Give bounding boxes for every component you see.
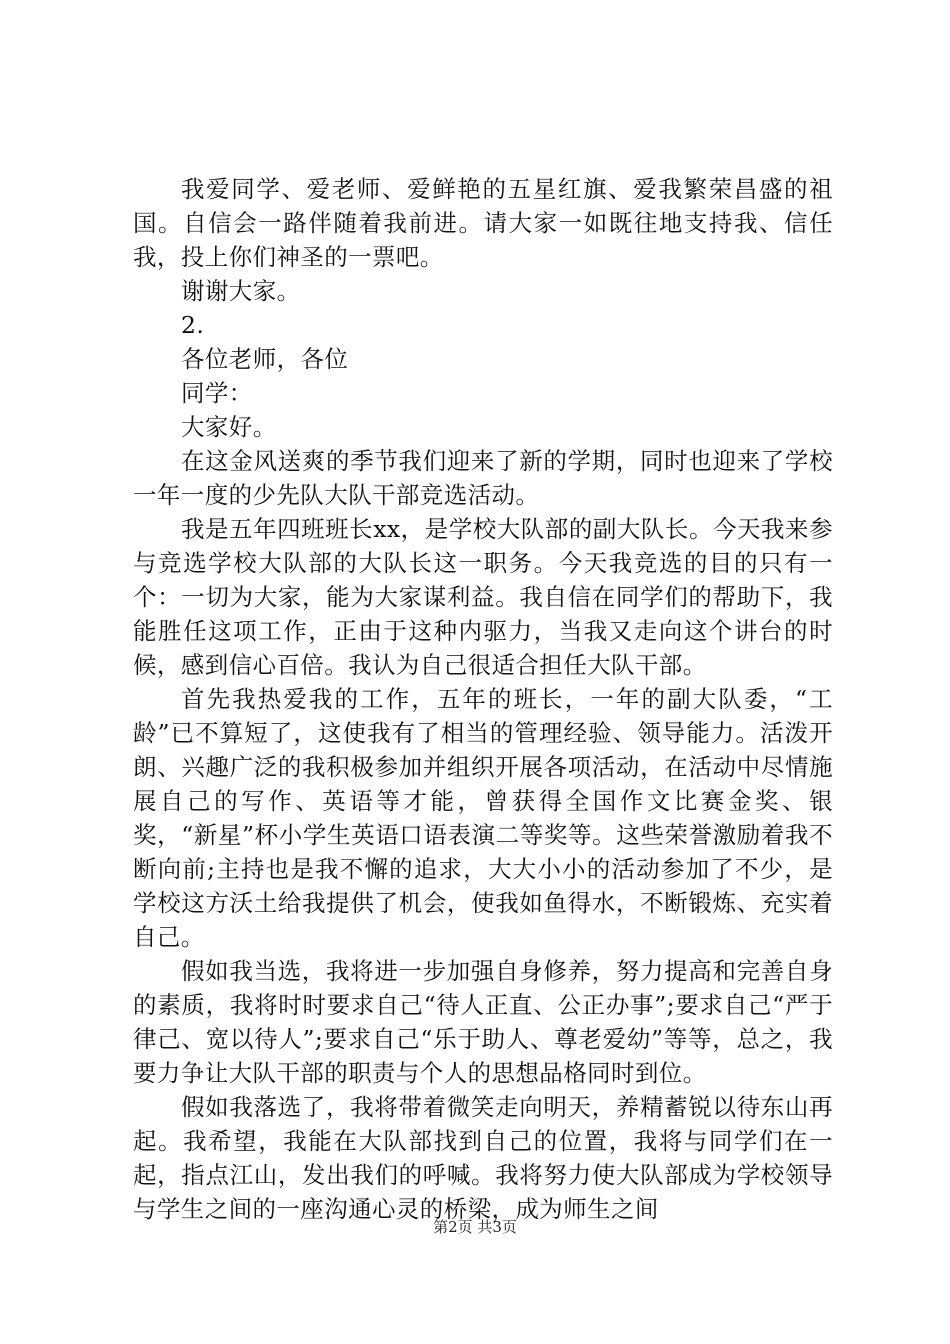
document-body bbox=[133, 172, 833, 1226]
paragraph: 各位老师，各位 bbox=[181, 345, 349, 373]
paragraph: 大家好。 bbox=[181, 413, 277, 441]
paragraph: 谢谢大家。 bbox=[181, 277, 301, 305]
paragraph: 首先我热爱我的工作，五年的班长，一年的副大队委，“工龄”已不算短了，这使我有了相当的管理经验、领导能力。活泼开朗、兴趣广泛的我积极参加并组织开展各项活动，在活动中尽情施展自己的写作、英语等才能，曾获得全国作文比赛金奖、银奖，“新星”杯小学生英语口语表演二等奖等。这些荣誉激励着我不断向前;主持也是我不懈的追求，大大小小的活动参加了不少，是学校这方沃土给我提供了机会，使我如鱼得水，不断锻炼、充实着自己。 bbox=[133, 685, 833, 951]
paragraph: 假如我落选了，我将带着微笑走向明天，养精蓄锐以待东山再起。我希望，我能在大队部找到自己的位置，我将与同学们在一起，指点江山，发出我们的呼喊。我将努力使大队部成为学校领导与学生之间的一座沟通心灵的桥梁，成为师生之间 bbox=[133, 1093, 833, 1223]
paragraph: 我是五年四班班长xx，是学校大队部的副大队长。今天我来参与竞选学校大队部的大队长这一职务。今天我竞选的目的只有一个：一切为大家，能为大家谋利益。我自信在同学们的帮助下，我能胜任这项工作，正由于这种内驱力，当我又走向这个讲台的时候，感到信心百倍。我认为自己很适合担任大队干部。 bbox=[133, 515, 833, 679]
paragraph: 同学： bbox=[181, 379, 253, 407]
paragraph: 我爱同学、爱老师、爱鲜艳的五星红旗、爱我繁荣昌盛的祖国。自信会一路伴随着我前进。请大家一如既往地支持我、信任我，投上你们神圣的一票吧。 bbox=[133, 175, 833, 271]
paragraph: 2. bbox=[181, 311, 205, 339]
paragraph: 假如我当选，我将进一步加强自身修养，努力提高和完善自身的素质，我将时时要求自己“待人正直、公正办事”;要求自己“严于律己、宽以待人”;要求自己“乐于助人、尊老爱幼”等等，总之，我要力争让大队干部的职责与个人的思想品格同时到位。 bbox=[133, 957, 833, 1087]
page-number-footer: 第2页 共3页 bbox=[433, 1218, 517, 1236]
paragraph: 在这金风送爽的季节我们迎来了新的学期，同时也迎来了学校一年一度的少先队大队干部竞选活动。 bbox=[133, 447, 833, 509]
